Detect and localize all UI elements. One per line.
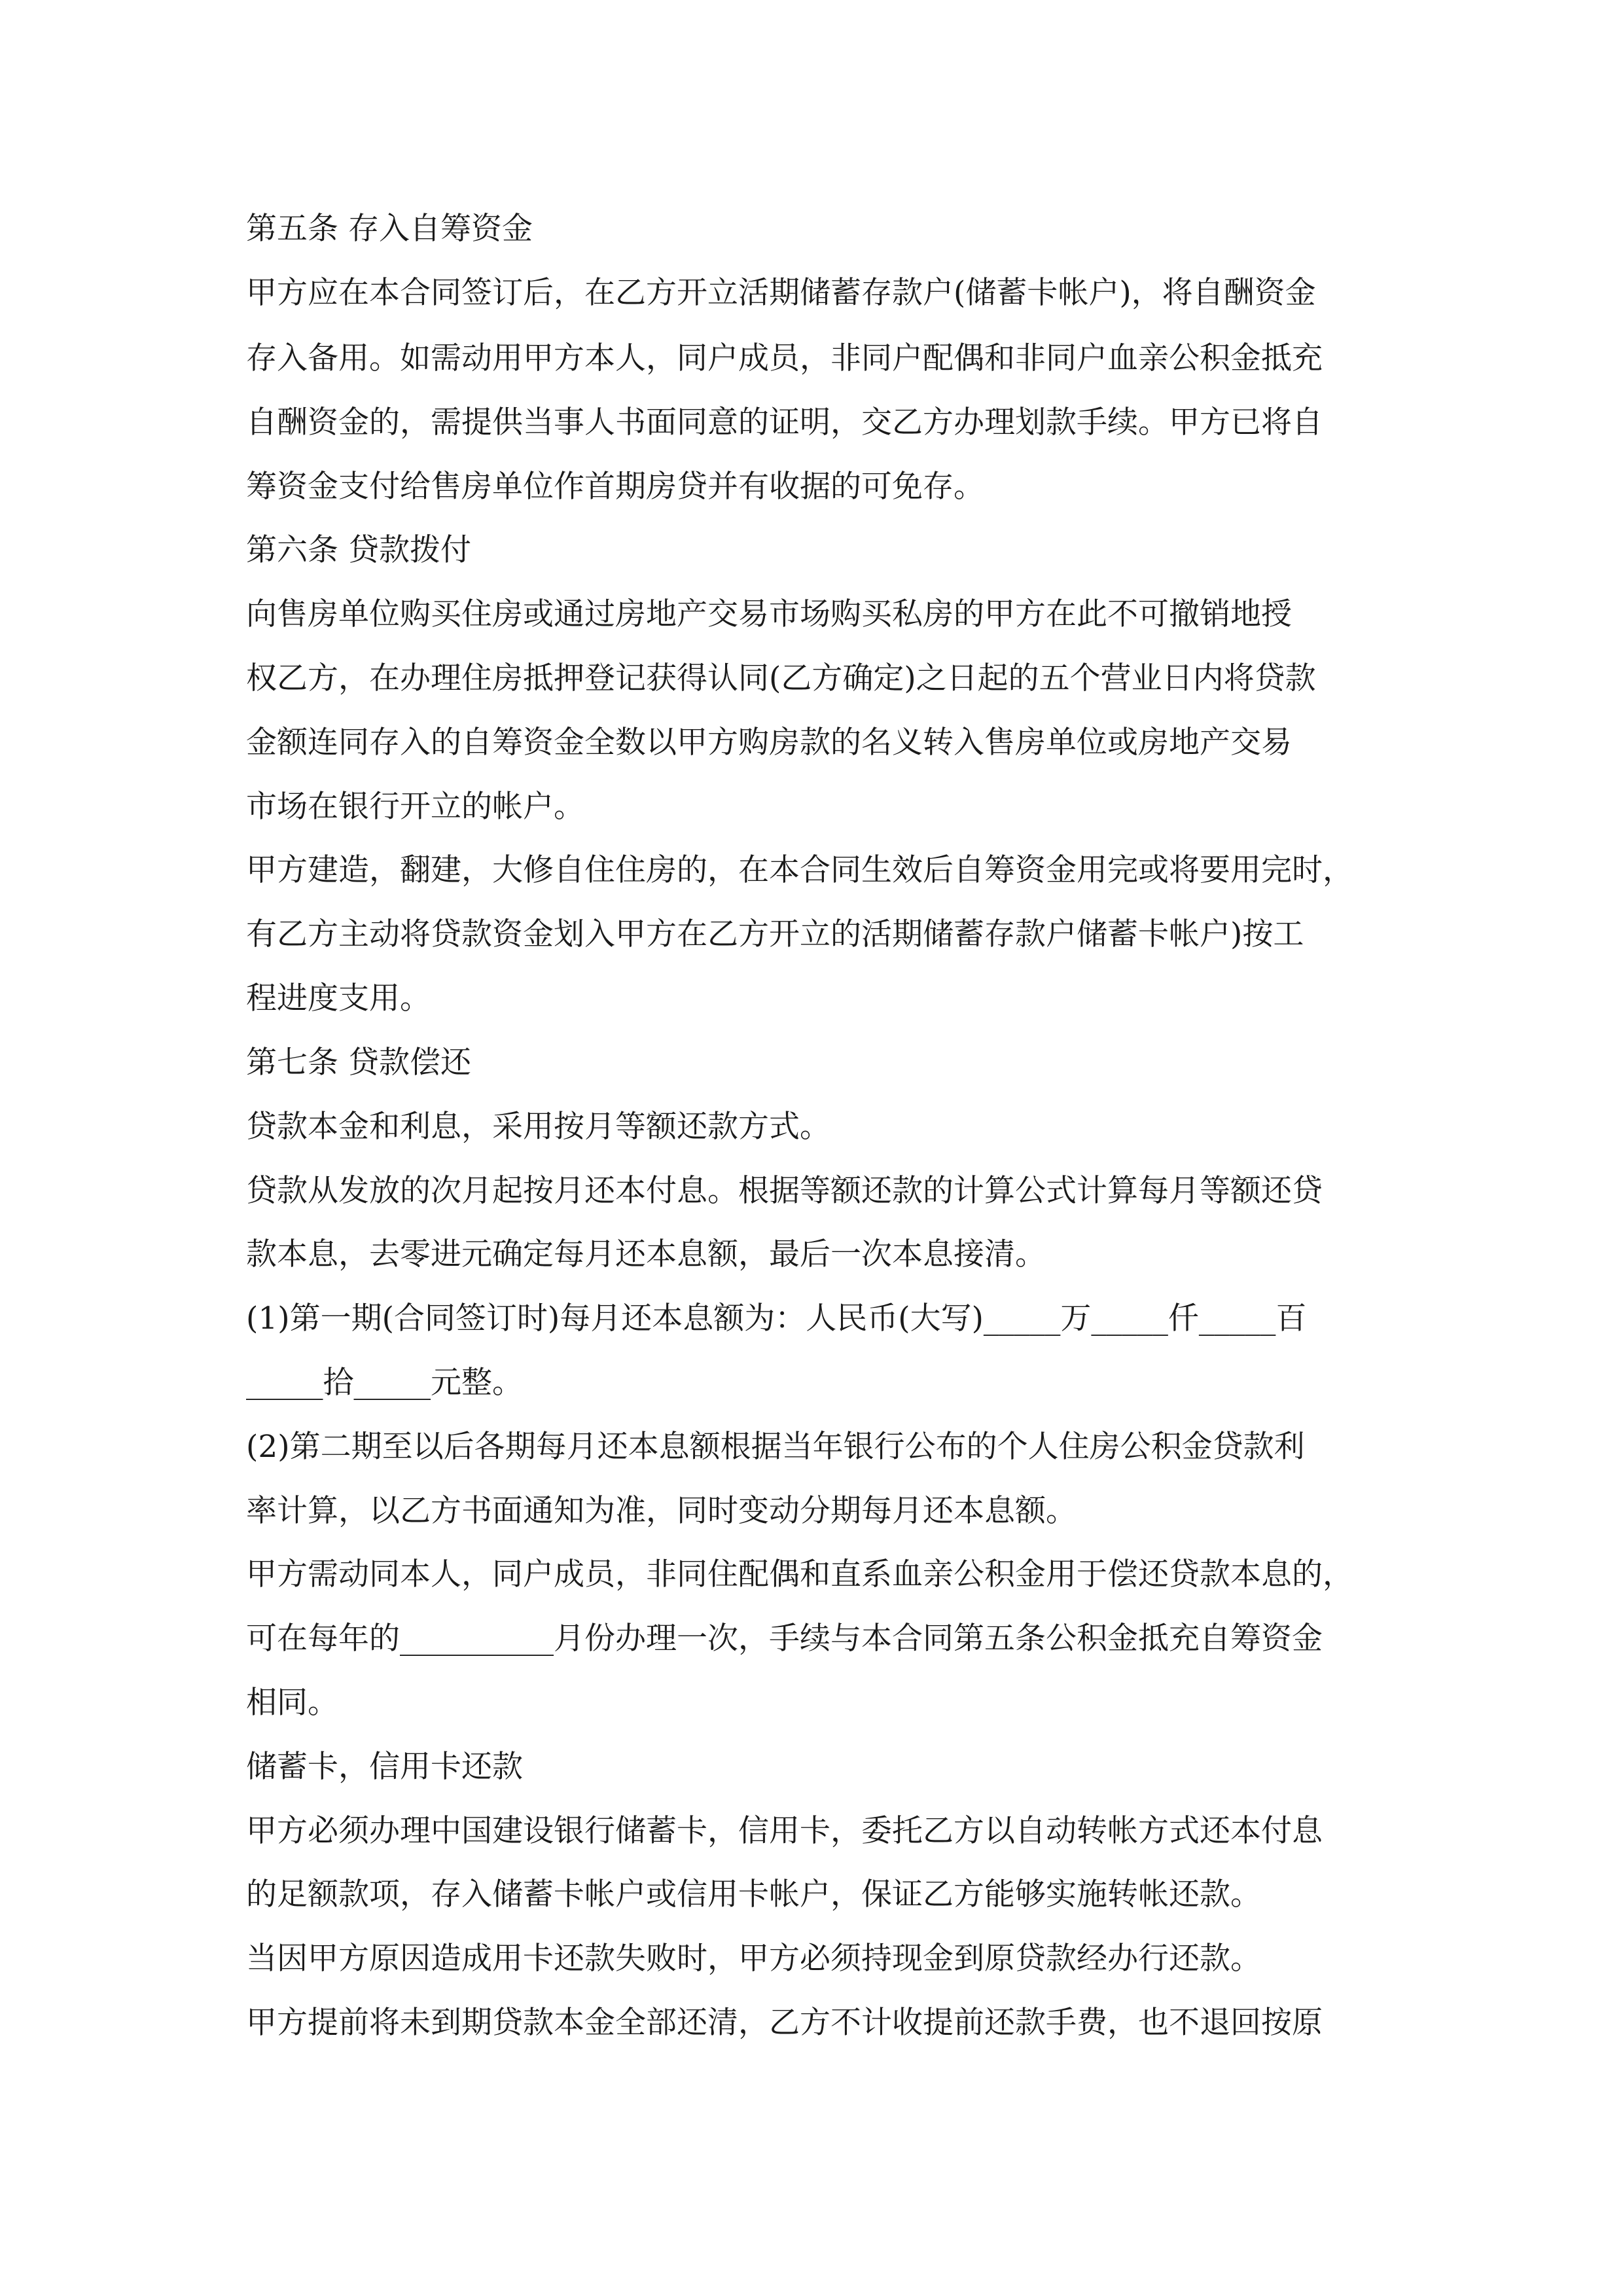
- paragraph-line: 甲方建造，翻建，大修自住住房的，在本合同生效后自筹资金用完或将要用完时，: [246, 852, 1353, 888]
- paragraph-line: 相同。: [246, 1685, 338, 1721]
- paragraph-line: 存入备用。如需动用甲方本人，同户成员，非同户配偶和非同户血亲公积金抵充: [246, 340, 1323, 376]
- paragraph-line: 甲方应在本合同签订后，在乙方开立活期储蓄存款户(储蓄卡帐户)，将自酬资金: [246, 275, 1316, 311]
- paragraph-line: 可在每年的__________月份办理一次，手续与本合同第五条公积金抵充自筹资金: [246, 1621, 1323, 1657]
- paragraph-line: 筹资金支付给售房单位作首期房贷并有收据的可免存。: [246, 469, 984, 505]
- paragraph-line: 甲方必须办理中国建设银行储蓄卡，信用卡，委托乙方以自动转帐方式还本付息: [246, 1813, 1323, 1849]
- paragraph-line: 储蓄卡，信用卡还款: [246, 1749, 523, 1785]
- paragraph-line: 金额连同存入的自筹资金全数以甲方购房款的名义转入售房单位或房地产交易: [246, 725, 1292, 761]
- paragraph-line: 率计算，以乙方书面通知为准，同时变动分期每月还本息额。: [246, 1493, 1077, 1529]
- paragraph-line: 贷款从发放的次月起按月还本付息。根据等额还款的计算公式计算每月等额还贷: [246, 1173, 1323, 1209]
- paragraph-line: (1)第一期(合同签订时)每月还本息额为：人民币(大写)_____万_____仟_____百: [246, 1300, 1307, 1336]
- section-heading-article-6: 第六条 贷款拨付: [246, 532, 471, 568]
- paragraph-line: 甲方需动同本人，同户成员，非同住配偶和直系血亲公积金用于偿还贷款本息的，: [246, 1556, 1353, 1592]
- paragraph-line: 款本息，去零进元确定每月还本息额，最后一次本息接清。: [246, 1236, 1046, 1272]
- paragraph-line: 贷款本金和利息，采用按月等额还款方式。: [246, 1109, 830, 1145]
- section-heading-article-7: 第七条 贷款偿还: [246, 1045, 471, 1081]
- paragraph-line: (2)第二期至以后各期每月还本息额根据当年银行公布的个人住房公积金贷款利: [246, 1429, 1305, 1465]
- paragraph-line: 程进度支用。: [246, 980, 431, 1016]
- paragraph-line: 甲方提前将未到期贷款本金全部还清，乙方不计收提前还款手费，也不退回按原: [246, 2005, 1323, 2041]
- paragraph-line: 有乙方主动将贷款资金划入甲方在乙方开立的活期储蓄存款户储蓄卡帐户)按工: [246, 916, 1304, 952]
- paragraph-line: 向售房单位购买住房或通过房地产交易市场购买私房的甲方在此不可撤销地授: [246, 596, 1292, 632]
- paragraph-line: 当因甲方原因造成用卡还款失败时，甲方必须持现金到原贷款经办行还款。: [246, 1941, 1261, 1977]
- paragraph-line: 权乙方，在办理住房抵押登记获得认同(乙方确定)之日起的五个营业日内将贷款: [246, 660, 1316, 696]
- section-heading-article-5: 第五条 存入自筹资金: [246, 211, 533, 247]
- paragraph-line: 市场在银行开立的帐户。: [246, 789, 584, 825]
- paragraph-line: 的足额款项，存入储蓄卡帐户或信用卡帐户，保证乙方能够实施转帐还款。: [246, 1876, 1261, 1912]
- paragraph-line: _____拾_____元整。: [246, 1365, 523, 1401]
- paragraph-line: 自酬资金的，需提供当事人书面同意的证明，交乙方办理划款手续。甲方已将自: [246, 404, 1323, 440]
